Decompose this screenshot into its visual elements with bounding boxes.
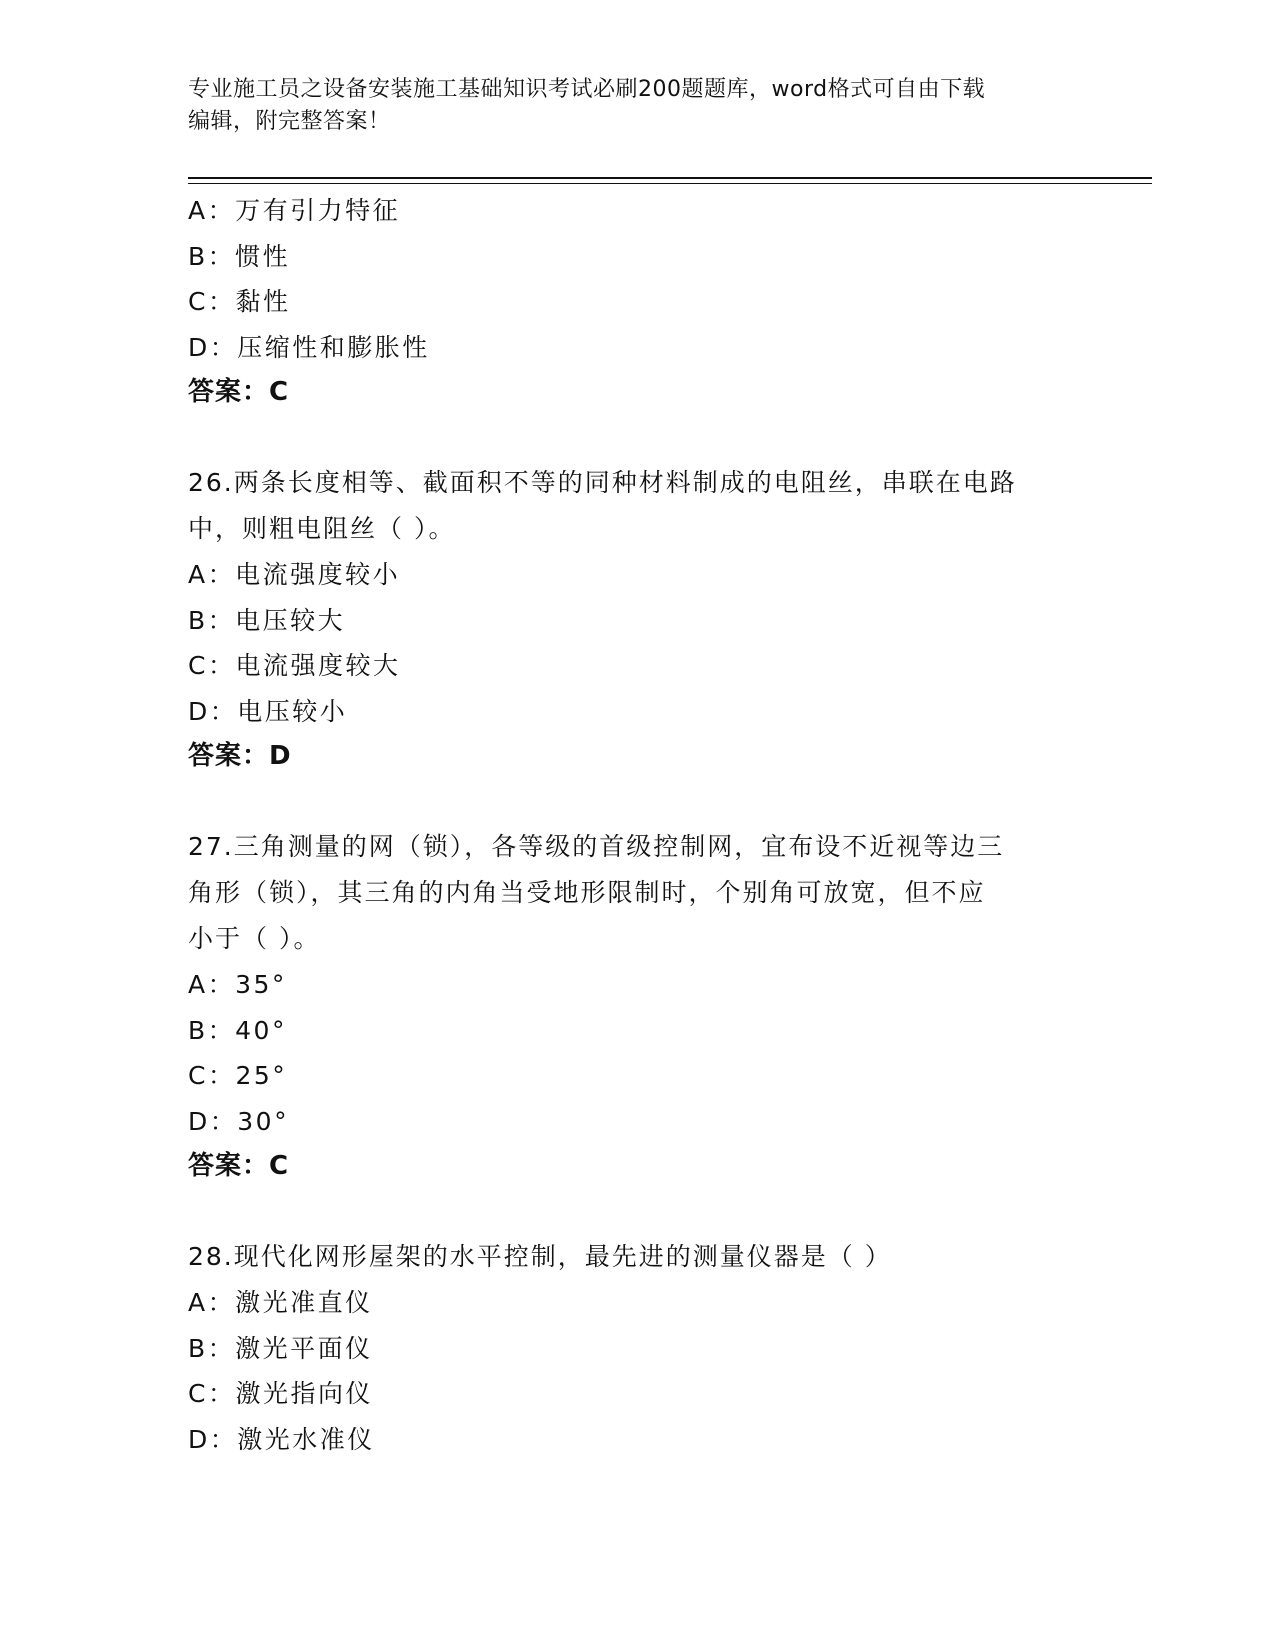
option-a: A：激光准直仪 [188,1288,373,1317]
question-text-line: 26.两条长度相等、截面积不等的同种材料制成的电阻丝，串联在电路 [188,468,1017,497]
question-text-line: 28.现代化网形屋架的水平控制，最先进的测量仪器是（ ） [188,1242,892,1271]
document-header [188,74,1088,138]
question-26 [188,460,1088,779]
option-c: C：激光指向仪 [188,1379,373,1408]
question-text-line: 角形（锁），其三角的内角当受地形限制时，个别角可放宽，但不应 [188,878,986,907]
option-c: C：电流强度较大 [188,651,401,680]
option-b: B：激光平面仪 [188,1333,373,1363]
spacer [188,415,1088,460]
header-line-2: 编辑，附完整答案！ [188,109,391,134]
header-line-1: 专业施工员之设备安装施工基础知识考试必刷200题题库，word格式可自由下载 [188,77,986,102]
carryover-question [188,188,1088,415]
answer-line: 答案：D [188,741,292,771]
header-divider-thin [188,183,1152,184]
spacer [188,1189,1088,1234]
option-c: C：黏性 [188,287,291,316]
question-text-line: 27.三角测量的网（锁），各等级的首级控制网，宜布设不近视等边三 [188,832,1005,861]
option-a: A：万有引力特征 [188,196,401,225]
question-text-line: 中，则粗电阻丝（ ）。 [188,514,456,543]
option-d: D：激光水准仪 [188,1424,375,1454]
header-divider-thick [188,177,1152,179]
question-text-line: 小于（ ）。 [188,924,321,953]
option-c: C：25° [188,1061,288,1090]
answer-line: 答案：C [188,377,290,407]
option-a: A：35° [188,970,287,999]
option-b: B：惯性 [188,241,291,271]
option-d: D：30° [188,1106,290,1136]
option-d: D：压缩性和膨胀性 [188,332,430,362]
option-b: B：40° [188,1015,287,1045]
question-28 [188,1234,1088,1462]
option-d: D：电压较小 [188,696,348,726]
answer-line: 答案：C [188,1151,290,1181]
option-a: A：电流强度较小 [188,560,401,589]
question-27 [188,824,1088,1189]
question-list [188,188,1088,1462]
spacer [188,779,1088,824]
option-b: B：电压较大 [188,605,346,635]
